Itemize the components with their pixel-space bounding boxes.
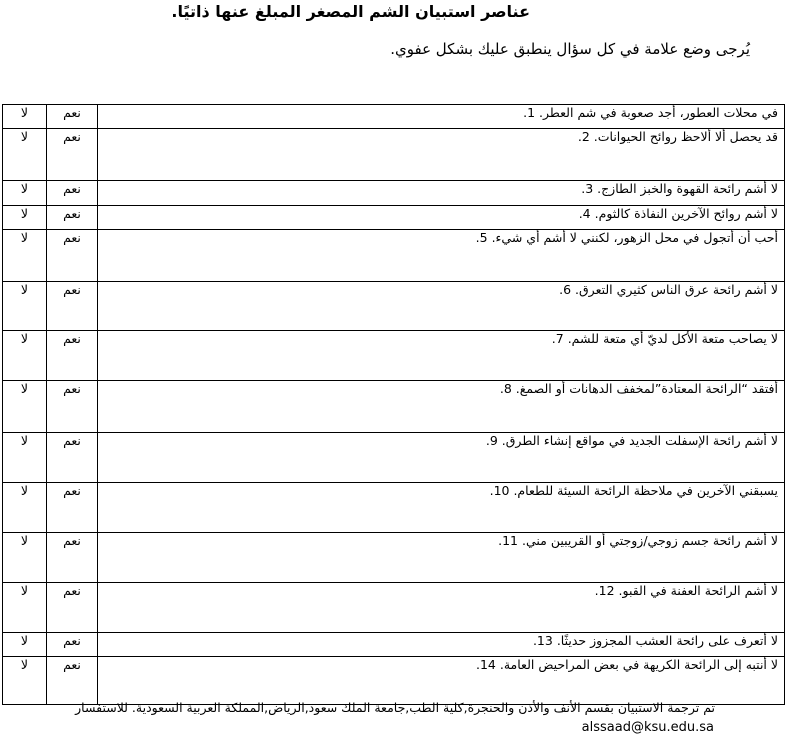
question-number: 4.	[578, 206, 591, 221]
question-row	[3, 129, 785, 181]
question-label: أفتقد “الرائحة المعتادة”لمخفف الدهانات أو الصمغ.	[515, 381, 778, 396]
question-number: 10.	[489, 483, 510, 498]
question-text	[523, 105, 778, 121]
question-cell	[98, 657, 785, 705]
question-text	[552, 331, 778, 347]
question-text	[578, 129, 778, 145]
question-cell	[98, 433, 785, 483]
question-text	[581, 181, 778, 197]
question-row	[3, 331, 785, 381]
question-cell	[98, 533, 785, 583]
answer-no-cell[interactable]: لا	[3, 331, 47, 381]
answer-yes-cell[interactable]: نعم	[47, 206, 98, 230]
question-label: قد يحصل ألا ألاحظ روائح الحيوانات.	[593, 129, 778, 144]
answer-no-cell[interactable]: لا	[3, 282, 47, 331]
footer-credit: تم ترجمة الاستبيان بقسم الأنف والأذن والحنجرة,كلية الطب,جامعة الملك سعود,الرياض,المملكة العربية السعودية. للاستفسار	[75, 700, 715, 715]
question-cell	[98, 129, 785, 181]
answer-yes-cell[interactable]: نعم	[47, 105, 98, 129]
question-row	[3, 633, 785, 657]
questionnaire-table	[2, 104, 785, 705]
question-label: لا أشم رائحة جسم زوجي/زوجتي أو القريبين مني.	[522, 533, 778, 548]
question-row	[3, 583, 785, 633]
question-text	[476, 657, 778, 673]
answer-yes-cell[interactable]: نعم	[47, 657, 98, 705]
question-number: 7.	[551, 331, 564, 346]
question-cell	[98, 230, 785, 282]
question-number: 3.	[581, 181, 594, 196]
answer-yes-cell[interactable]: نعم	[47, 230, 98, 282]
question-label: في محلات العطور، أجد صعوبة في شم العطر.	[539, 105, 778, 120]
question-cell	[98, 331, 785, 381]
answer-yes-cell[interactable]: نعم	[47, 181, 98, 206]
question-row	[3, 181, 785, 206]
question-row	[3, 533, 785, 583]
question-text	[486, 433, 778, 449]
answer-yes-cell[interactable]: نعم	[47, 533, 98, 583]
answer-no-cell[interactable]: لا	[3, 206, 47, 230]
question-row	[3, 206, 785, 230]
question-label: أحب أن أتجول في محل الزهور، لكنني لا أشم أي شيء.	[491, 230, 778, 245]
question-row	[3, 483, 785, 533]
question-cell	[98, 105, 785, 129]
answer-no-cell[interactable]: لا	[3, 657, 47, 705]
answer-no-cell[interactable]: لا	[3, 433, 47, 483]
question-text	[476, 230, 778, 246]
question-number: 12.	[594, 583, 615, 598]
question-label: لا أشم رائحة القهوة والخبز الطازج.	[597, 181, 778, 196]
question-cell	[98, 633, 785, 657]
question-cell	[98, 206, 785, 230]
question-number: 5.	[475, 230, 488, 245]
question-text	[498, 533, 778, 549]
footer-email: alssaad@ksu.edu.sa	[581, 720, 714, 735]
question-cell	[98, 282, 785, 331]
answer-yes-cell[interactable]: نعم	[47, 381, 98, 433]
answer-yes-cell[interactable]: نعم	[47, 583, 98, 633]
question-label: لا أنتبه إلى الرائحة الكريهة في بعض المراحيض العامة.	[499, 657, 778, 672]
question-cell	[98, 181, 785, 206]
answer-no-cell[interactable]: لا	[3, 533, 47, 583]
instructions: يُرجى وضع علامة في كل سؤال ينطبق عليك بشكل عفوي.	[390, 40, 750, 58]
question-number: 6.	[559, 282, 572, 297]
answer-yes-cell[interactable]: نعم	[47, 633, 98, 657]
answer-no-cell[interactable]: لا	[3, 583, 47, 633]
question-text	[595, 583, 778, 599]
answer-yes-cell[interactable]: نعم	[47, 483, 98, 533]
answer-no-cell[interactable]: لا	[3, 483, 47, 533]
question-number: 13.	[532, 633, 553, 648]
question-number: 8.	[499, 381, 512, 396]
question-row	[3, 381, 785, 433]
question-row	[3, 433, 785, 483]
question-label: لا أشم الرائحة العفنة في القبو.	[618, 583, 778, 598]
page-title: عناصر استبيان الشم المصغر المبلغ عنها ذاتيًا.	[171, 2, 530, 21]
answer-no-cell[interactable]: لا	[3, 129, 47, 181]
question-text	[579, 206, 778, 222]
question-row	[3, 657, 785, 705]
question-text	[500, 381, 778, 397]
question-cell	[98, 483, 785, 533]
answer-no-cell[interactable]: لا	[3, 381, 47, 433]
question-row	[3, 230, 785, 282]
question-cell	[98, 381, 785, 433]
answer-no-cell[interactable]: لا	[3, 105, 47, 129]
answer-yes-cell[interactable]: نعم	[47, 433, 98, 483]
question-label: لا أشم روائح الآخرين النفاذة كالثوم.	[594, 206, 778, 221]
question-label: لا أشم رائحة عرق الناس كثيري التعرق.	[575, 282, 778, 297]
question-label: لا أتعرف على رائحة العشب المجزوز حديثًا.	[556, 633, 778, 648]
question-cell	[98, 583, 785, 633]
question-text	[490, 483, 778, 499]
answer-no-cell[interactable]: لا	[3, 230, 47, 282]
question-number: 9.	[485, 433, 498, 448]
question-number: 2.	[577, 129, 590, 144]
question-label: لا أشم رائحة الإسفلت الجديد في مواقع إنشاء الطرق.	[501, 433, 778, 448]
question-number: 14.	[475, 657, 496, 672]
answer-no-cell[interactable]: لا	[3, 633, 47, 657]
answer-no-cell[interactable]: لا	[3, 181, 47, 206]
question-text	[533, 633, 778, 649]
question-label: يسبقني الآخرين في ملاحظة الرائحة السيئة للطعام.	[513, 483, 778, 498]
question-row	[3, 282, 785, 331]
question-number: 11.	[498, 533, 519, 548]
answer-yes-cell[interactable]: نعم	[47, 129, 98, 181]
question-number: 1.	[523, 105, 536, 120]
answer-yes-cell[interactable]: نعم	[47, 331, 98, 381]
question-label: لا يصاحب متعة الأكل لديّ أي متعة للشم.	[567, 331, 778, 346]
answer-yes-cell[interactable]: نعم	[47, 282, 98, 331]
question-text	[559, 282, 778, 298]
question-row	[3, 105, 785, 129]
